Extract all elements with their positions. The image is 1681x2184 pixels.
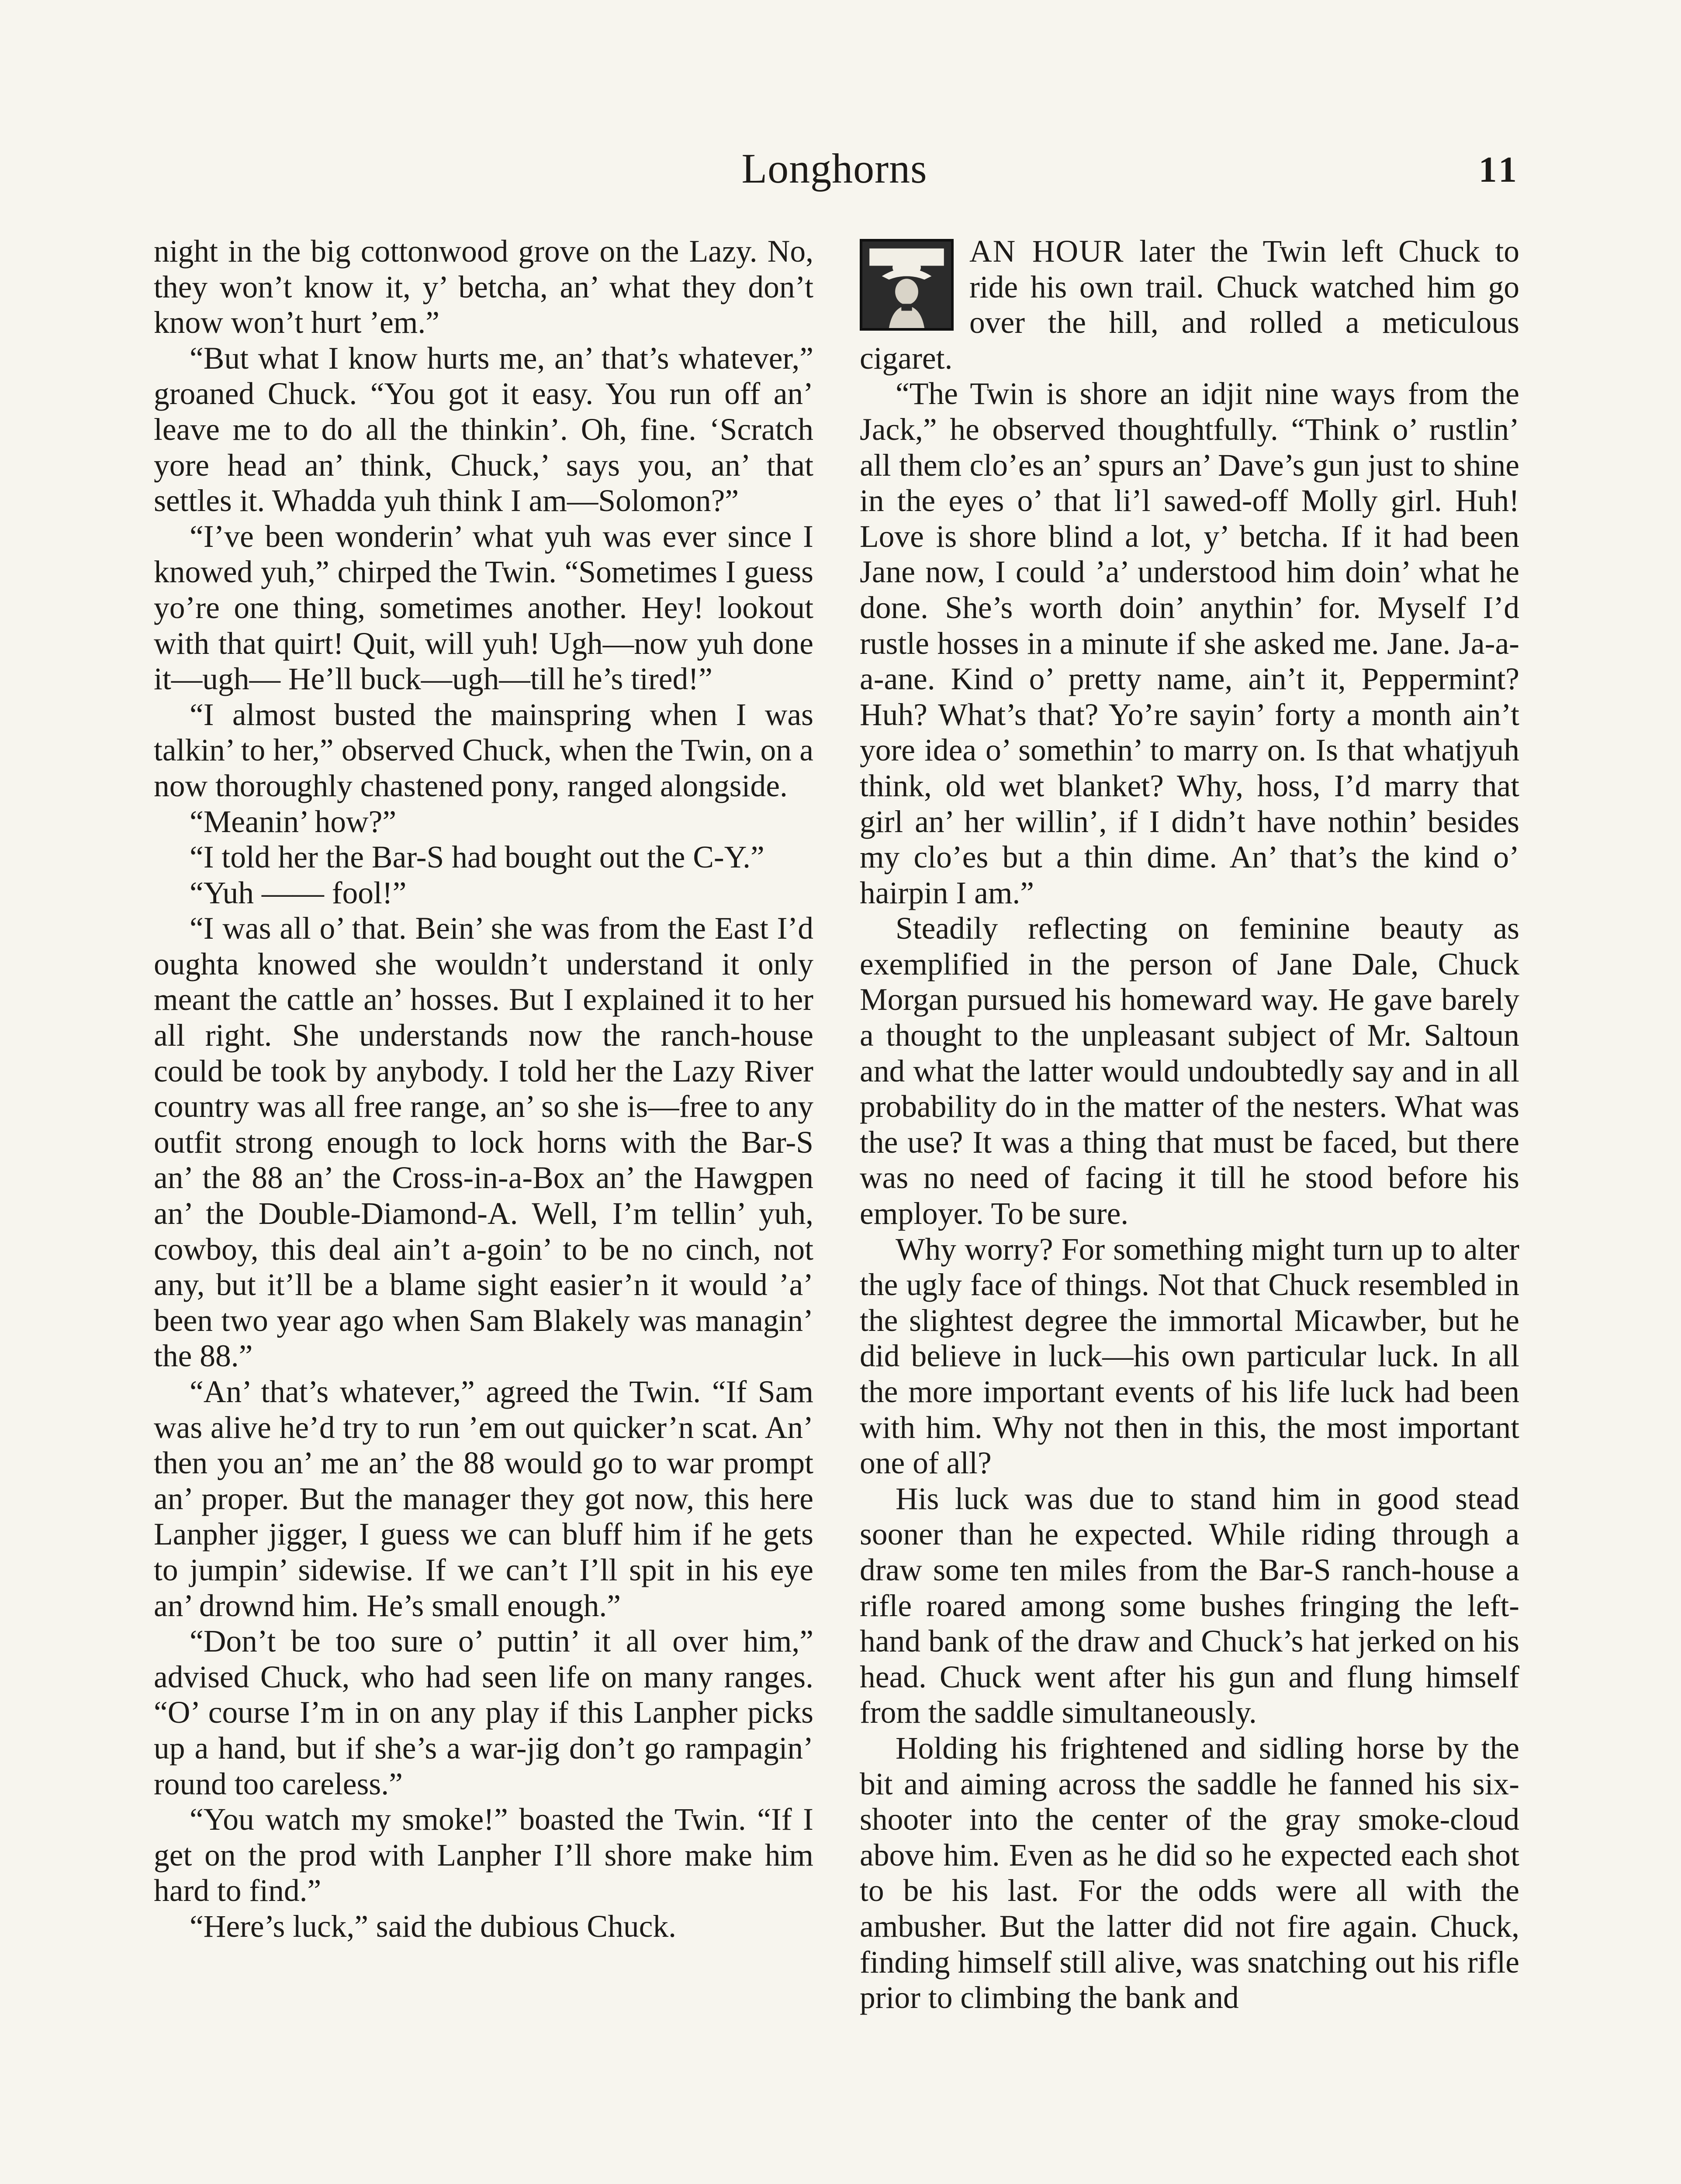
paragraph: night in the big cottonwood grove on the Lazy. No, they won’t know it, y’ betcha, an’ what they don’t know won’t hurt ’em.”	[154, 234, 813, 340]
paragraph: “Here’s luck,” said the dubious Chuck.	[190, 1909, 676, 1944]
paragraph: “Meanin’ how?”	[190, 804, 397, 839]
paragraph: “The Twin is shore an idjit nine ways from the Jack,” he observed thoughtfully. “Think o’ rustlin’ all them clo’es an’ spurs an’ Dave’s gun just to shine in the eyes o’ that li’l sawed-off Molly girl. Huh! Love is shore blind a lot, y’ betcha. If it had been Jane now, I could ’a’ understood him doin’ what he done. She’s worth doin’ anythin’ for. Myself I’d rustle hosses in a minute if she asked me. Jane. Ja-a-a-ane. Kind o’ pretty name, ain’t it, Peppermint? Huh? What’s that? Yo’re sayin’ forty a month ain’t yore idea o’ somethin’ to marry on. Is that whatjyuh think, old wet blanket? Why, hoss, I’d marry that girl an’ her willin’, if I didn’t have nothin’ besides my clo’es but a thin dime. An’ that’s the kind o’ hairpin I am.”	[860, 377, 1519, 910]
paragraph: “I’ve been wonderin’ what yuh was ever since I knowed yuh,” chirped the Twin. “Sometimes I guess yo’re one thing, sometimes another. Hey! lookout with that quirt! Quit, will yuh! Ugh—now yuh done it—ugh— He’ll buck—ugh—till he’s tired!”	[154, 519, 813, 697]
paragraph: “Yuh —— fool!”	[190, 875, 407, 910]
paragraph: Steadily reflecting on feminine beauty as exemplified in the person of Jane Dale, Chuck Morgan pursued his homeward way. He gave barely a thought to the unpleasant subject of Mr. Saltoun and what the latter would undoubtedly say and in all probability do in the matter of the nesters. What was the use? It was a thing that must be faced, but there was no need of facing it till he stood before his employer. To be sure.	[860, 911, 1519, 1231]
left-column	[154, 234, 813, 2184]
section-opening-paragraph	[860, 234, 1519, 376]
page-header	[149, 135, 1520, 205]
paragraph: “I almost busted the mainspring when I was talkin’ to her,” observed Chuck, when the Twin, on a now thoroughly chastened pony, ranged alongside.	[154, 697, 813, 803]
paragraph: “An’ that’s whatever,” agreed the Twin. “If Sam was alive he’d try to run ’em out quicker’n scat. An’ then you an’ me an’ the 88 would go to war prompt an’ proper. But the manager they got now, this here Lanpher jigger, I guess we can bluff him if he gets to jumpin’ sidewise. If we can’t I’ll spit in his eye an’ drownd him. He’s small enough.”	[154, 1375, 813, 1623]
paragraph: “I was all o’ that. Bein’ she was from the East I’d oughta knowed she wouldn’t understand it only meant the cattle an’ hosses. But I explained it to her all right. She understands now the ranch-house could be took by anybody. I told her the Lazy River country was all free range, an’ so she is—free to any outfit strong enough to lock horns with the Bar-S an’ the 88 an’ the Cross-in-a-Box an’ the Hawgpen an’ the Double-Diamond-A. Well, I’m tellin’ yuh, cowboy, this deal ain’t a-goin’ to be no cinch, not any, but it’ll be a blame sight easier’n it would ’a’ been two year ago when Sam Blakely was managin’ the 88.”	[154, 911, 813, 1374]
paragraph: His luck was due to stand him in good stead sooner than he expected. While riding through a draw some ten miles from the Bar-S ranch-house a rifle roared among some bushes fringing the left-hand bank of the draw and Chuck’s hat jerked on his head. Chuck went after his gun and flung himself from the saddle simultaneously.	[860, 1481, 1519, 1730]
cowboy-vignette-icon	[860, 239, 954, 331]
right-column	[860, 234, 1519, 2184]
paragraph: “But what I know hurts me, an’ that’s whatever,” groaned Chuck. “You got it easy. You run off an’ leave me to do all the thinkin’. Oh, fine. ‘Scratch yore head an’ think, Chuck,’ says you, an’ that settles it. Whadda yuh think I am—Solomon?”	[154, 341, 813, 518]
paragraph: Why worry? For something might turn up to alter the ugly face of things. Not that Chuck resembled in the slightest degree the immortal Micawber, but he did believe in luck—his own particular luck. In all the more important events of his life luck had been with him. Why not then in this, the most important one of all?	[860, 1232, 1519, 1481]
paragraph: Holding his frightened and sidling horse by the bit and aiming across the saddle he fanned his six-shooter into the center of the gray smoke-cloud above him. Even as he did so he expected each shot to be his last. For the odds were all with the ambusher. But the latter did not fire again. Chuck, finding himself still alive, was snatching out his rifle prior to climbing the bank and	[860, 1731, 1519, 2015]
paragraph: “I told her the Bar-S had bought out the C-Y.”	[190, 840, 764, 875]
running-title: Longhorns	[741, 145, 927, 192]
lead-caps: AN HOUR	[969, 234, 1124, 269]
page-number: 11	[1478, 149, 1520, 190]
lead-text: later the Twin left Chuck to ride his own trail. Chuck watched him go over the hill, and rolled a meticulous cigaret.	[860, 234, 1519, 376]
paragraph: “You watch my smoke!” boasted the Twin. “If I get on the prod with Lanpher I’ll shore make him hard to find.”	[154, 1802, 813, 1908]
paragraph: “Don’t be too sure o’ puttin’ it all over him,” advised Chuck, who had seen life on many ranges. “O’ course I’m in on any play if this Lanpher picks up a hand, but if she’s a war-jig don’t go rampagin’ round too careless.”	[154, 1624, 813, 1801]
